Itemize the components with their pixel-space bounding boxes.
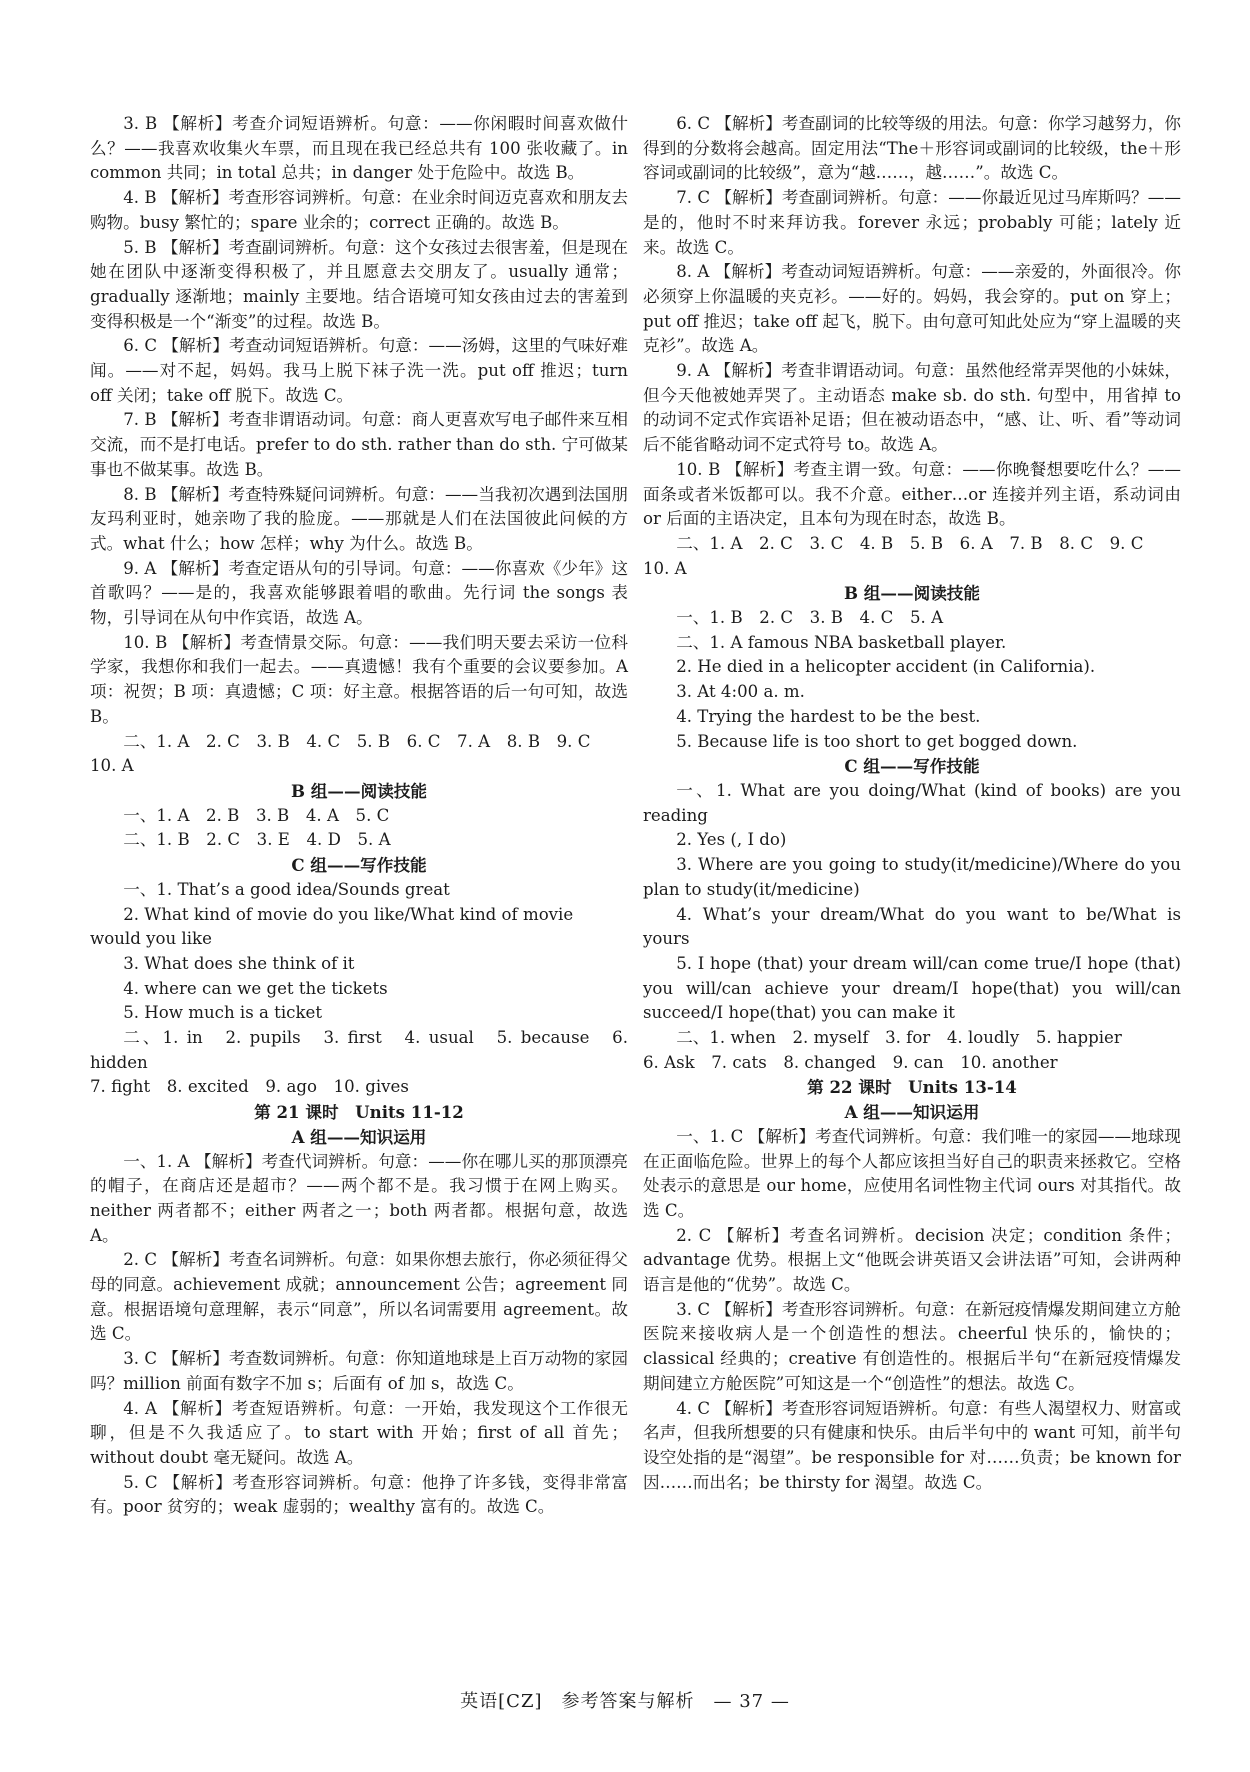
answer-paragraph: 2. He died in a helicopter accident (in California). [676,657,1096,677]
section-heading: B 组——阅读技能 [291,780,427,801]
answer-paragraph: 9. A 【解析】考查定语从句的引导词。句意：——你喜欢《少年》这首歌吗？——是的，我喜欢能够跟着唱的歌曲。先行词 the songs 表物，引导词在从句中作宾语，故选 A。 [90,558,628,628]
section-heading: 第 21 课时 Units 11-12 [254,1102,464,1123]
answer-paragraph: 3. C 【解析】考查形容词辨析。句意：在新冠疫情爆发期间建立方舱医院来接收病人是一个创造性的想法。cheerful 快乐的，愉快的；classical 经典的；creative 有创造性的。根据后半句“在新冠疫情爆发期间建立方舱医院”可知这是一个“创造性”的想法。故选 C。 [643,1299,1181,1393]
section-heading: B 组——阅读技能 [844,583,980,604]
answer-paragraph: 3. C 【解析】考查数词辨析。句意：你知道地球是上百万动物的家园吗？million 前面有数字不加 s；后面有 of 加 s，故选 C。 [90,1349,628,1393]
answer-paragraph: 4. Trying the hardest to be the best. [676,706,981,726]
answer-paragraph: 一、1. A 【解析】考查代词辨析。句意：——你在哪儿买的那顶漂亮的帽子，在商店还是超市？——两个都不是。我习惯于在网上购买。neither 两者都不；either 两者之一；both 两者都。根据句意，故选 A。 [90,1151,628,1245]
answer-paragraph: 3. B 【解析】考查介词短语辨析。句意：——你闲暇时间喜欢做什么？——我喜欢收集火车票，而且现在我已经总共有 100 张收藏了。in common 共同；in total 总共；in danger 处于危险中。故选 B。 [90,114,628,183]
answer-paragraph: 3. What does she think of it [123,953,355,973]
answer-paragraph: 7. C 【解析】考查副词辨析。句意：——你最近见过马库斯吗？——是的，他时不时来拜访我。forever 永远；probably 可能；lately 近来。故选 C。 [643,188,1181,257]
answer-paragraph: 9. A 【解析】考查非谓语动词。句意：虽然他经常弄哭他的小妹妹，但今天他被她弄哭了。主动语态 make sb. do sth. 句型中，用省掉 to 的动词不定式作宾语补足语；但在被动语态中，“感、让、听、看”等动词后不能省略动词不定式符号 to。故选 A。 [643,361,1181,455]
page-footer: 英语[CZ] 参考答案与解析 — 37 — [460,1691,790,1712]
answer-paragraph: 二、1. in 2. pupils 3. first 4. usual 5. because 6. hidden [90,1028,628,1072]
answer-paragraph: 一、1. What are you doing/What (kind of books) are you reading [643,780,1181,825]
section-heading: C 组——写作技能 [291,855,427,876]
answer-paragraph: 5. How much is a ticket [123,1003,322,1023]
answer-paragraph: 一、1. B 2. C 3. B 4. C 5. A [676,608,944,628]
section-heading: 第 22 课时 Units 13-14 [807,1077,1017,1098]
answer-paragraph: 7. B 【解析】考查非谓语动词。句意：商人更喜欢写电子邮件来互相交流，而不是打电话。prefer to do sth. rather than do sth. 宁可做某事也不做某事。故选 B。 [90,410,628,479]
left-column [90,112,628,1520]
answer-paragraph: 一、1. That’s a good idea/Sounds great [123,879,450,899]
answer-paragraph: 3. At 4:00 a. m. [676,682,805,702]
answer-paragraph: 二、1. when 2. myself 3. for 4. loudly 5. happier [676,1028,1122,1048]
answer-paragraph: 2. C 【解析】考查名词辨析。句意：如果你想去旅行，你必须征得父母的同意。achievement 成就；announcement 公告；agreement 同意。根据语境句意理解，表示“同意”，所以名词需要用 agreement。故选 C。 [90,1250,628,1344]
answer-paragraph: 一、1. A 2. B 3. B 4. A 5. C [123,805,390,825]
answer-paragraph: 6. C 【解析】考查副词的比较等级的用法。句意：你学习越努力，你得到的分数将会越高。固定用法“The＋形容词或副词的比较级，the＋形容词或副词的比较级”，意为“越……，越……”。故选 C。 [643,114,1181,183]
section-heading: C 组——写作技能 [844,756,980,777]
answer-paragraph: 4. B 【解析】考查形容词辨析。句意：在业余时间迈克喜欢和朋友去购物。busy 繁忙的；spare 业余的；correct 正确的。故选 B。 [90,188,628,232]
answer-paragraph: 5. B 【解析】考查副词辨析。句意：这个女孩过去很害羞，但是现在她在团队中逐渐变得积极了，并且愿意去交朋友了。usually 通常；gradually 逐渐地；mainly 主要地。结合语境可知女孩由过去的害羞到变得积极是一个“渐变”的过程。故选 B。 [90,237,628,331]
answer-paragraph: 4. C 【解析】考查形容词短语辨析。句意：有些人渴望权力、财富或名声，但我所想要的只有健康和快乐。由后半句中的 want 可知，前半句设空处指的是“渴望”。be responsible for 对……负责；be known for 因……而出名；be thirsty for 渴望。故选 C。 [643,1398,1181,1492]
answer-paragraph: 一、1. C 【解析】考查代词辨析。句意：我们唯一的家园——地球现在正面临危险。世界上的每个人都应该担当好自己的职责来拯救它。空格处表示的意思是 our home，应使用名词性物主代词 ours 对其指代。故选 C。 [643,1126,1181,1220]
answer-paragraph: 二、1. A famous NBA basketball player. [676,632,1007,652]
answer-paragraph: 10. B 【解析】考查主谓一致。句意：——你晚餐想要吃什么？——面条或者米饭都可以。我不介意。either…or 连接并列主语，系动词由 or 后面的主语决定，且本句为现在时态，故选 B。 [643,459,1181,529]
answer-paragraph: would you like [90,929,212,949]
answer-paragraph: 8. B 【解析】考查特殊疑问词辨析。句意：——当我初次遇到法国朋友玛利亚时，她亲吻了我的脸庞。——那就是人们在法国彼此问候的方式。what 什么；how 怎样；why 为什么。故选 B。 [90,484,628,553]
answer-paragraph: 10. A [643,558,687,578]
answer-paragraph: 7. fight 8. excited 9. ago 10. gives [90,1077,409,1097]
section-heading: A 组——知识运用 [844,1102,980,1123]
answer-paragraph: 5. Because life is too short to get bogged down. [676,731,1078,751]
answer-paragraph: 8. A 【解析】考查动词短语辨析。句意：——亲爱的，外面很冷。你必须穿上你温暖的夹克衫。——好的。妈妈，我会穿的。put on 穿上；put off 推迟；take off 起飞，脱下。由句意可知此处应为“穿上温暖的夹克衫”。故选 A。 [643,262,1181,356]
right-column [643,112,1181,1495]
section-heading: A 组——知识运用 [291,1126,427,1147]
answer-paragraph: 2. What kind of movie do you like/What kind of movie [123,904,574,924]
answer-paragraph: 3. Where are you going to study(it/medicine)/Where do you plan to study(it/medicine) [643,855,1181,899]
answer-paragraph: 10. A [90,756,134,776]
answer-paragraph: 4. where can we get the tickets [123,978,388,998]
answer-paragraph: 5. C 【解析】考查形容词辨析。句意：他挣了许多钱，变得非常富有。poor 贫穷的；weak 虚弱的；wealthy 富有的。故选 C。 [90,1472,628,1517]
answer-paragraph: 2. C 【解析】考查名词辨析。decision 决定；condition 条件；advantage 优势。根据上文“他既会讲英语又会讲法语”可知，会讲两种语言是他的“优势”。故选 C。 [643,1225,1181,1295]
answer-paragraph: 6. C 【解析】考查动词短语辨析。句意：——汤姆，这里的气味好难闻。——对不起，妈妈。我马上脱下袜子洗一洗。put off 推迟；turn off 关闭；take off 脱下。故选 C。 [90,336,628,405]
answer-paragraph: 2. Yes (, I do) [676,830,787,850]
answer-paragraph: 4. A 【解析】考查短语辨析。句意：一开始，我发现这个工作很无聊，但是不久我适应了。to start with 开始；first of all 首先；without doubt 毫无疑问。故选 A。 [90,1398,628,1467]
answer-paragraph: 10. B 【解析】考查情景交际。句意：——我们明天要去采访一位科学家，我想你和我们一起去。——真遗憾！我有个重要的会议要参加。A 项：祝贺；B 项：真遗憾；C 项：好主意。根据答语的后一句可知，故选 B。 [90,632,628,726]
answer-paragraph: 二、1. A 2. C 3. B 4. C 5. B 6. C 7. A 8. B 9. C [123,731,591,751]
answer-paragraph: 5. I hope (that) your dream will/can come true/I hope (that) you will/can achieve your dream/I hope(that) you will/can succeed/I hope(that) you can make it [643,953,1181,1023]
answer-paragraph: 6. Ask 7. cats 8. changed 9. can 10. another [643,1052,1058,1072]
answer-paragraph: 4. What’s your dream/What do you want to be/What is yours [643,904,1181,949]
answer-paragraph: 二、1. A 2. C 3. C 4. B 5. B 6. A 7. B 8. C 9. C [676,533,1144,553]
answer-paragraph: 二、1. B 2. C 3. E 4. D 5. A [123,830,391,850]
